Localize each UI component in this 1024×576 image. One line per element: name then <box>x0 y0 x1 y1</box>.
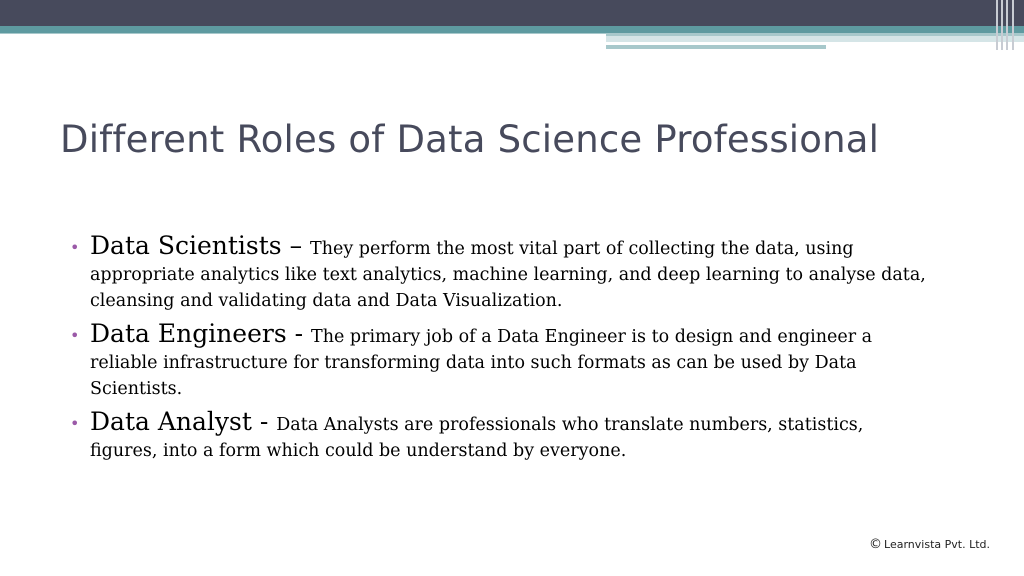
slide-title: Different Roles of Data Science Professional <box>60 118 880 161</box>
footer-copyright <box>869 537 990 552</box>
bullet-item-data-scientists <box>70 232 930 314</box>
bullet-item-data-analyst <box>70 408 930 464</box>
header-accent-line <box>606 45 826 49</box>
bullet-term: Data Analyst <box>90 407 252 436</box>
bullet-separator: – <box>281 231 311 260</box>
bullet-separator: - <box>251 407 277 436</box>
bullet-icon: • <box>70 414 80 433</box>
bullet-item-data-engineers <box>70 320 930 402</box>
bullet-term: Data Scientists <box>90 231 282 260</box>
copyright-icon: © <box>869 537 883 552</box>
bullet-list <box>70 232 930 470</box>
footer-company: Learnvista Pvt. Ltd. <box>884 538 990 551</box>
header-bar <box>0 0 1024 26</box>
bullet-term: Data Engineers <box>90 319 287 348</box>
bullet-icon: • <box>70 238 80 257</box>
bullet-separator: - <box>286 319 312 348</box>
header-divider <box>0 34 606 38</box>
bullet-text: The primary job of a Data Engineer is to design and engineer a reliable infrastructure for transforming data into such formats as can be used by Data Scientists. <box>90 327 873 399</box>
header-accent-line <box>606 42 948 44</box>
bullet-text: Data Analysts are professionals who translate numbers, statistics, figures, into a form which could be understand by everyone. <box>90 415 864 461</box>
header-stripes <box>994 0 1024 50</box>
bullet-icon: • <box>70 326 80 345</box>
header-accent-bar <box>0 26 1024 33</box>
bullet-text: They perform the most vital part of collecting the data, using appropriate analytics like text analytics, machine learning, and deep learning to analyse data, cleansing and validating data and Data Visualization. <box>90 239 926 311</box>
